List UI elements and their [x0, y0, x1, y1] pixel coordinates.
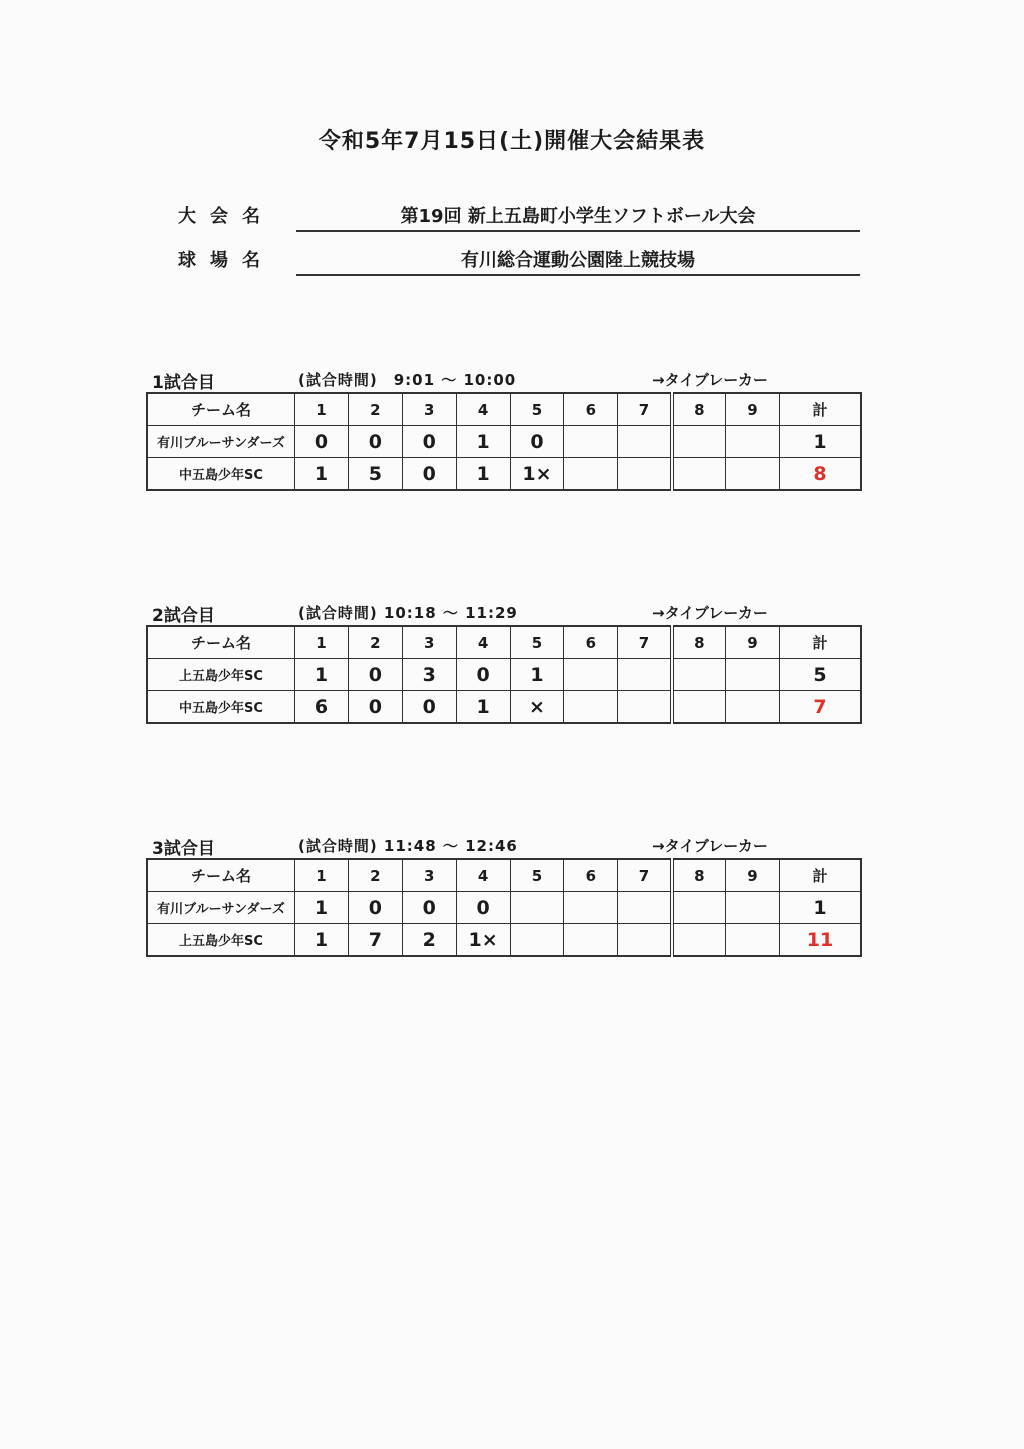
game-number: 3試合目 [152, 839, 215, 859]
venue-value: 有川総合運動公園陸上競技場 [296, 246, 860, 276]
inning-score: 0 [348, 659, 402, 691]
inning-score [564, 458, 618, 491]
team-column-header: チーム名 [147, 626, 295, 659]
game-2 [146, 599, 862, 724]
inning-score [672, 691, 726, 724]
total-score: 5 [780, 659, 862, 691]
tiebreaker-label: →タイブレーカー [652, 837, 768, 855]
inning-score [672, 458, 726, 491]
total-column-header: 計 [780, 626, 862, 659]
inning-score: 0 [295, 426, 349, 458]
inning-column-header: 1 [295, 393, 349, 426]
inning-column-header: 5 [510, 626, 564, 659]
team-name: 上五島少年SC [147, 659, 295, 691]
inning-score: 0 [348, 691, 402, 724]
table-row [147, 426, 861, 458]
inning-score [564, 892, 618, 924]
inning-score: 3 [402, 659, 456, 691]
inning-score: 7 [348, 924, 402, 957]
inning-score [564, 659, 618, 691]
total-score: 11 [780, 924, 862, 957]
score-header-row [147, 626, 861, 659]
inning-score [726, 691, 780, 724]
inning-score: 0 [402, 458, 456, 491]
inning-score: 2 [402, 924, 456, 957]
inning-score: 1 [295, 924, 349, 957]
inning-score [672, 892, 726, 924]
inning-score [726, 924, 780, 957]
inning-column-header: 9 [726, 626, 780, 659]
inning-column-header: 3 [402, 859, 456, 892]
total-score: 1 [780, 426, 862, 458]
tiebreaker-label: →タイブレーカー [652, 604, 768, 622]
inning-score [618, 924, 672, 957]
score-table [146, 625, 862, 724]
game-header [146, 832, 862, 858]
inning-column-header: 5 [510, 393, 564, 426]
table-row [147, 659, 861, 691]
total-score: 1 [780, 892, 862, 924]
score-header-row [147, 859, 861, 892]
inning-column-header: 7 [618, 393, 672, 426]
table-row [147, 892, 861, 924]
game-header [146, 599, 862, 625]
inning-column-header: 2 [348, 626, 402, 659]
inning-score: 1 [456, 458, 510, 491]
inning-column-header: 6 [564, 626, 618, 659]
game-1 [146, 366, 862, 491]
inning-score [618, 426, 672, 458]
inning-score [618, 691, 672, 724]
total-score: 7 [780, 691, 862, 724]
inning-score: 1× [510, 458, 564, 491]
inning-score [726, 892, 780, 924]
inning-score: 0 [348, 892, 402, 924]
inning-column-header: 5 [510, 859, 564, 892]
inning-score: 1 [456, 426, 510, 458]
inning-score: 0 [402, 691, 456, 724]
inning-score: 0 [510, 426, 564, 458]
inning-score: 1× [456, 924, 510, 957]
team-column-header: チーム名 [147, 859, 295, 892]
inning-score: 1 [295, 659, 349, 691]
team-column-header: チーム名 [147, 393, 295, 426]
team-name: 中五島少年SC [147, 691, 295, 724]
venue-row [178, 246, 860, 276]
score-table [146, 392, 862, 491]
inning-score: 5 [348, 458, 402, 491]
inning-column-header: 7 [618, 859, 672, 892]
team-name: 有川ブルーサンダーズ [147, 426, 295, 458]
venue-label: 球場名 [178, 250, 274, 271]
inning-score [564, 691, 618, 724]
inning-column-header: 8 [672, 393, 726, 426]
team-name: 上五島少年SC [147, 924, 295, 957]
inning-score [726, 458, 780, 491]
inning-column-header: 3 [402, 626, 456, 659]
inning-column-header: 1 [295, 859, 349, 892]
inning-score [618, 659, 672, 691]
inning-column-header: 7 [618, 626, 672, 659]
inning-score: 0 [456, 892, 510, 924]
inning-column-header: 1 [295, 626, 349, 659]
table-row [147, 691, 861, 724]
team-name: 中五島少年SC [147, 458, 295, 491]
inning-score [510, 892, 564, 924]
tournament-name-row [178, 202, 860, 232]
tournament-name-label: 大会名 [178, 206, 274, 227]
inning-score: 0 [402, 426, 456, 458]
inning-column-header: 8 [672, 859, 726, 892]
inning-column-header: 8 [672, 626, 726, 659]
inning-column-header: 3 [402, 393, 456, 426]
inning-score [672, 659, 726, 691]
inning-score [726, 426, 780, 458]
inning-column-header: 9 [726, 859, 780, 892]
inning-score: 1 [295, 458, 349, 491]
inning-column-header: 9 [726, 393, 780, 426]
game-time: (試合時間) 11:48 ～ 12:46 [298, 837, 518, 855]
inning-column-header: 2 [348, 393, 402, 426]
game-time: (試合時間) 9:01 ～ 10:00 [298, 371, 517, 389]
inning-score [510, 924, 564, 957]
inning-column-header: 4 [456, 393, 510, 426]
inning-column-header: 6 [564, 859, 618, 892]
inning-score [726, 659, 780, 691]
inning-score [564, 924, 618, 957]
game-header [146, 366, 862, 392]
table-row [147, 458, 861, 491]
tiebreaker-label: →タイブレーカー [652, 371, 768, 389]
total-column-header: 計 [780, 859, 862, 892]
inning-score: 0 [456, 659, 510, 691]
inning-score [564, 426, 618, 458]
game-number: 1試合目 [152, 373, 215, 393]
inning-score: 0 [348, 426, 402, 458]
inning-column-header: 6 [564, 393, 618, 426]
table-row [147, 924, 861, 957]
inning-score: 0 [402, 892, 456, 924]
game-number: 2試合目 [152, 606, 215, 626]
inning-score [618, 892, 672, 924]
total-score: 8 [780, 458, 862, 491]
page-title: 令和5年7月15日(土)開催大会結果表 [318, 129, 706, 154]
team-name: 有川ブルーサンダーズ [147, 892, 295, 924]
total-column-header: 計 [780, 393, 862, 426]
inning-score: 1 [510, 659, 564, 691]
score-table [146, 858, 862, 957]
inning-column-header: 2 [348, 859, 402, 892]
inning-column-header: 4 [456, 859, 510, 892]
inning-column-header: 4 [456, 626, 510, 659]
score-header-row [147, 393, 861, 426]
inning-score [618, 458, 672, 491]
inning-score: 6 [295, 691, 349, 724]
inning-score [672, 426, 726, 458]
tournament-name-value: 第19回 新上五島町小学生ソフトボール大会 [296, 202, 860, 232]
inning-score [672, 924, 726, 957]
inning-score: 1 [456, 691, 510, 724]
game-3 [146, 832, 862, 957]
inning-score: × [510, 691, 564, 724]
inning-score: 1 [295, 892, 349, 924]
game-time: (試合時間) 10:18 ～ 11:29 [298, 604, 518, 622]
